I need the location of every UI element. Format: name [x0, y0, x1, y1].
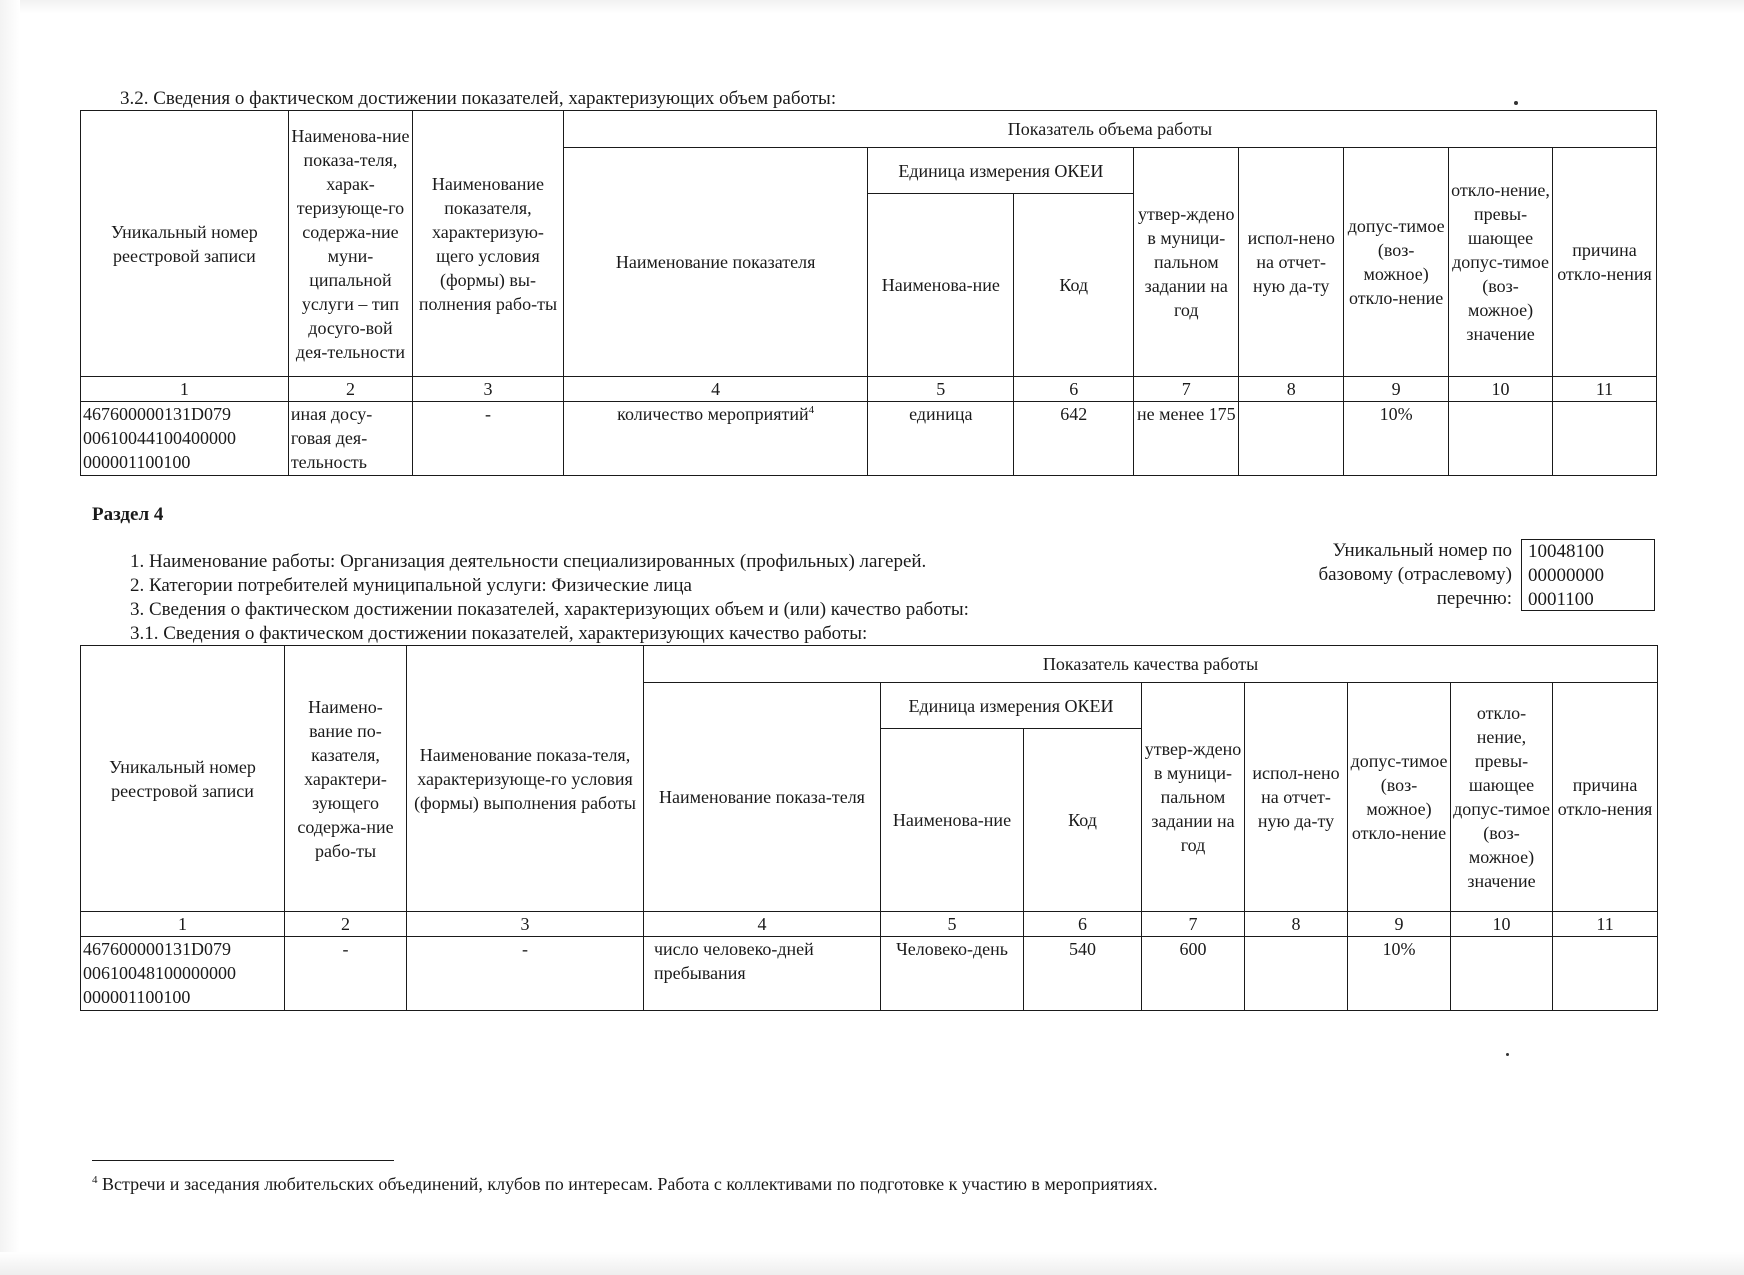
- header-unit-name: Наименова-ние: [868, 194, 1014, 377]
- header-okei-unit: Единица измерения ОКЕИ: [881, 683, 1142, 729]
- column-number: 6: [1014, 377, 1134, 402]
- indicator-name-cell: [563, 402, 868, 476]
- achievement-info-line: 3. Сведения о фактическом достижении показателей, характеризующих объем и (или) качество работы:: [130, 599, 969, 620]
- reason-value: [1553, 402, 1657, 476]
- unit-code-value: 642: [1014, 402, 1134, 476]
- header-indicator-name: Наименование показателя: [563, 148, 868, 377]
- column-number: 11: [1553, 912, 1658, 937]
- column-number: 4: [644, 912, 881, 937]
- header-approved: утвер-ждено в муници-пальном задании на год: [1142, 683, 1245, 912]
- header-allowed-deviation: допус-тимое (воз-можное) откло-нение: [1348, 683, 1451, 912]
- header-done: испол-нено на отчет-ную да-ту: [1245, 683, 1348, 912]
- footnote: [92, 1174, 1158, 1195]
- header-approved: утвер-ждено в муници-пальном задании на год: [1134, 148, 1239, 377]
- done-value: [1245, 937, 1348, 1011]
- header-condition-indicator: Наименование показа-теля, характеризующе-го условия (формы) выполнения работы: [407, 646, 644, 912]
- header-deviation-reason: причина откло-нения: [1553, 683, 1658, 912]
- exceed-value: [1451, 937, 1553, 1011]
- column-number: 8: [1239, 377, 1344, 402]
- footnote-mark: 4: [92, 1174, 98, 1186]
- column-number: 7: [1134, 377, 1239, 402]
- column-number: 7: [1142, 912, 1245, 937]
- condition-value: -: [407, 937, 644, 1011]
- column-number: 5: [881, 912, 1024, 937]
- column-number: 8: [1245, 912, 1348, 937]
- unit-code-value: 540: [1024, 937, 1142, 1011]
- column-number: 3: [413, 377, 564, 402]
- header-unit-name: Наименова-ние: [881, 729, 1024, 912]
- header-unique-number: Уникальный номер реестровой записи: [81, 646, 285, 912]
- scan-edge-left: [0, 0, 20, 1275]
- unit-name-value: единица: [868, 402, 1014, 476]
- column-number: 1: [81, 377, 289, 402]
- base-list-code-box: 10048100 00000000 0001100: [1521, 539, 1655, 611]
- column-number: 11: [1553, 377, 1657, 402]
- registry-number: 467600000131D079 00610044100400000 000001100100: [81, 402, 289, 476]
- done-value: [1239, 402, 1344, 476]
- header-unit-code: Код: [1014, 194, 1134, 377]
- column-number: 2: [288, 377, 412, 402]
- header-content-indicator: Наименова-ние показа-теля, харак-теризующе-го содержа-ние муни-ципальной услуги – тип досуго-вой дея-тельности: [288, 111, 412, 377]
- registry-number: 467600000131D079 00610048100000000 000001100100: [81, 937, 285, 1011]
- quality-indicators-table: [80, 645, 1658, 1011]
- column-number-row: [81, 377, 1657, 402]
- approved-value: не менее 175: [1134, 402, 1239, 476]
- work-name-line: 1. Наименование работы: Организация деятельности специализированных (профильных) лагерей.: [130, 551, 927, 572]
- header-indicator-name: Наименование показа-теля: [644, 683, 881, 912]
- allowed-value: 10%: [1348, 937, 1451, 1011]
- section-4-title: Раздел 4: [92, 504, 164, 525]
- header-done: испол-нено на отчет-ную да-ту: [1239, 148, 1344, 377]
- column-number: 10: [1451, 912, 1553, 937]
- column-number: 3: [407, 912, 644, 937]
- header-quality-group: Показатель качества работы: [644, 646, 1658, 683]
- footnote-reference: 4: [808, 404, 815, 416]
- exceed-value: [1449, 402, 1553, 476]
- header-volume-group: Показатель объема работы: [563, 111, 1656, 148]
- indicator-name: количество мероприятий: [617, 404, 809, 424]
- table-row: [81, 937, 1658, 1011]
- column-number: 9: [1348, 912, 1451, 937]
- scan-edge-bottom: [0, 1252, 1744, 1275]
- reason-value: [1553, 937, 1658, 1011]
- header-okei-unit: Единица измерения ОКЕИ: [868, 148, 1134, 194]
- header-condition-indicator: Наименование показателя, характеризую-щего условия (формы) вы-полнения рабо-ты: [413, 111, 564, 377]
- header-exceeding-deviation: откло-нение, превы-шающее допус-тимое (воз-можное) значение: [1451, 683, 1553, 912]
- unit-name-value: Человеко-день: [881, 937, 1024, 1011]
- section-3-2-heading: 3.2. Сведения о фактическом достижении показателей, характеризующих объем работы:: [120, 88, 837, 109]
- footnote-divider: [92, 1160, 394, 1161]
- allowed-value: 10%: [1344, 402, 1449, 476]
- scan-edge-top: [0, 0, 1744, 14]
- header-exceeding-deviation: откло-нение, превы-шающее допус-тимое (воз-можное) значение: [1449, 148, 1553, 377]
- content-value: -: [285, 937, 407, 1011]
- header-content-indicator: Наимено-вание по-казателя, характери-зующего содержа-ние рабо-ты: [285, 646, 407, 912]
- column-number: 5: [868, 377, 1014, 402]
- content-value: иная досу-говая дея-тельность: [288, 402, 412, 476]
- volume-indicators-table: [80, 110, 1657, 476]
- footnote-text: Встречи и заседания любительских объединений, клубов по интересам. Работа с коллективами по подготовке к участию в мероприятиях.: [102, 1174, 1158, 1194]
- base-list-code-label: Уникальный номер по базовому (отраслевому) перечню:: [1318, 540, 1512, 609]
- column-number: 1: [81, 912, 285, 937]
- section-3-1-heading: 3.1. Сведения о фактическом достижении показателей, характеризующих качество работы:: [130, 623, 868, 644]
- header-deviation-reason: причина откло-нения: [1553, 148, 1657, 377]
- header-unique-number: Уникальный номер реестровой записи: [81, 111, 289, 377]
- column-number: 4: [563, 377, 868, 402]
- column-number: 2: [285, 912, 407, 937]
- consumer-category-line: 2. Категории потребителей муниципальной услуги: Физические лица: [130, 575, 692, 596]
- header-unit-code: Код: [1024, 729, 1142, 912]
- header-allowed-deviation: допус-тимое (воз-можное) откло-нение: [1344, 148, 1449, 377]
- column-number: 10: [1449, 377, 1553, 402]
- column-number-row: [81, 912, 1658, 937]
- table-row: [81, 402, 1657, 476]
- indicator-name: число человеко-дней пребывания: [644, 937, 881, 1011]
- scan-speck: [1506, 1053, 1509, 1056]
- condition-value: -: [413, 402, 564, 476]
- column-number: 9: [1344, 377, 1449, 402]
- approved-value: 600: [1142, 937, 1245, 1011]
- column-number: 6: [1024, 912, 1142, 937]
- scan-speck: [1514, 101, 1518, 105]
